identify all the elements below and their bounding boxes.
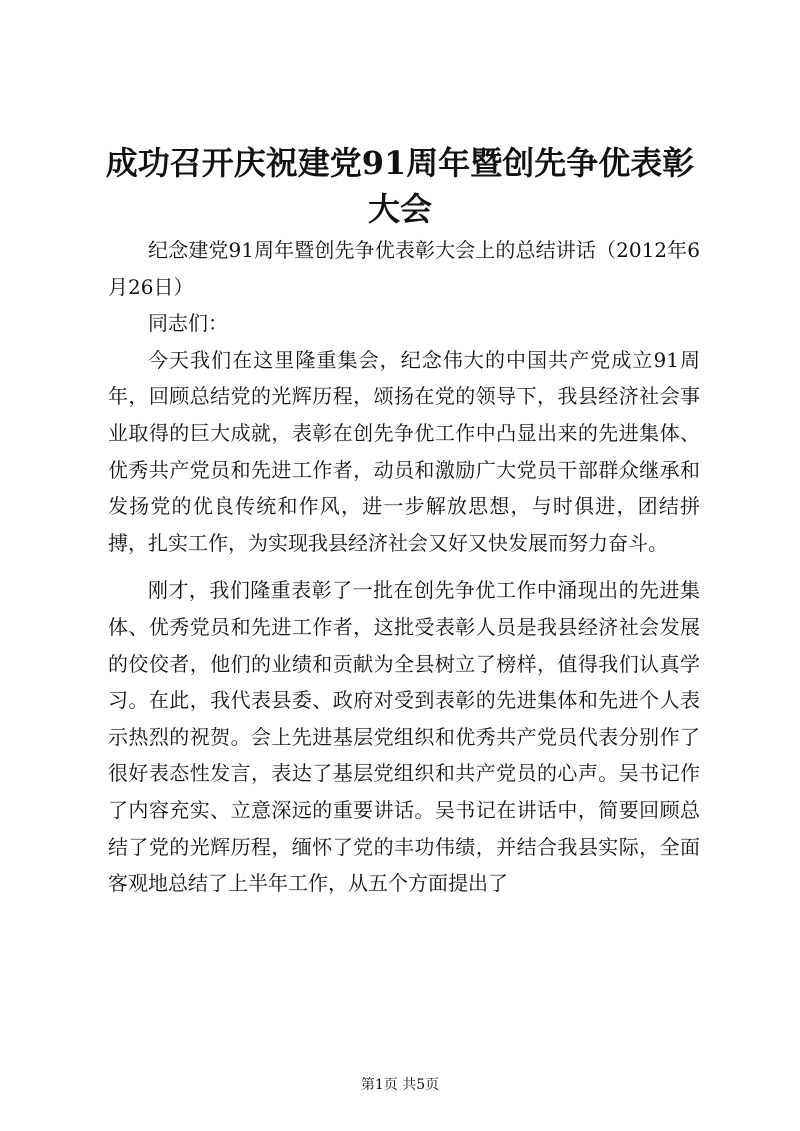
document-title: 成功召开庆祝建党91周年暨创先争优表彰大会 xyxy=(105,144,695,228)
salutation-paragraph: 同志们： xyxy=(148,311,228,336)
page-number: 第1页 共5页 xyxy=(360,1077,440,1093)
body-paragraph: 今天我们在这里隆重集会，纪念伟大的中国共产党成立91周年，回顾总结党的光辉历程，颂扬在党的领导下，我县经济社会事业取得的巨大成就，表彰在创先争优工作中凸显出来的先进集体、优秀共产党员和先进工作者，动员和激励广大党员干部群众继承和发扬党的优良传统和作风，进一步解放思想，与时俱进，团结拼搏，扎实工作，为实现我县经济社会又好又快发展而努力奋斗。 xyxy=(108,347,700,555)
body-paragraph: 刚才，我们隆重表彰了一批在创先争优工作中涌现出的先进集体、优秀党员和先进工作者，这批受表彰人员是我县经济社会发展的佼佼者，他们的业绩和贡献为全县树立了榜样，值得我们认真学习。在此，我代表县委、政府对受到表彰的先进集体和先进个人表示热烈的祝贺。会上先进基层党组织和优秀共产党员代表分别作了很好表态性发言，表达了基层党组织和共产党员的心声。吴书记作了内容充实、立意深远的重要讲话。吴书记在讲话中，简要回顾总结了党的光辉历程，缅怀了党的丰功伟绩，并结合我县实际，全面客观地总结了上半年工作，从五个方面提出了 xyxy=(108,578,700,896)
document-body xyxy=(108,232,700,902)
subtitle-paragraph: 纪念建党91周年暨创先争优表彰大会上的总结讲话（2012年6月26日） xyxy=(108,238,700,299)
